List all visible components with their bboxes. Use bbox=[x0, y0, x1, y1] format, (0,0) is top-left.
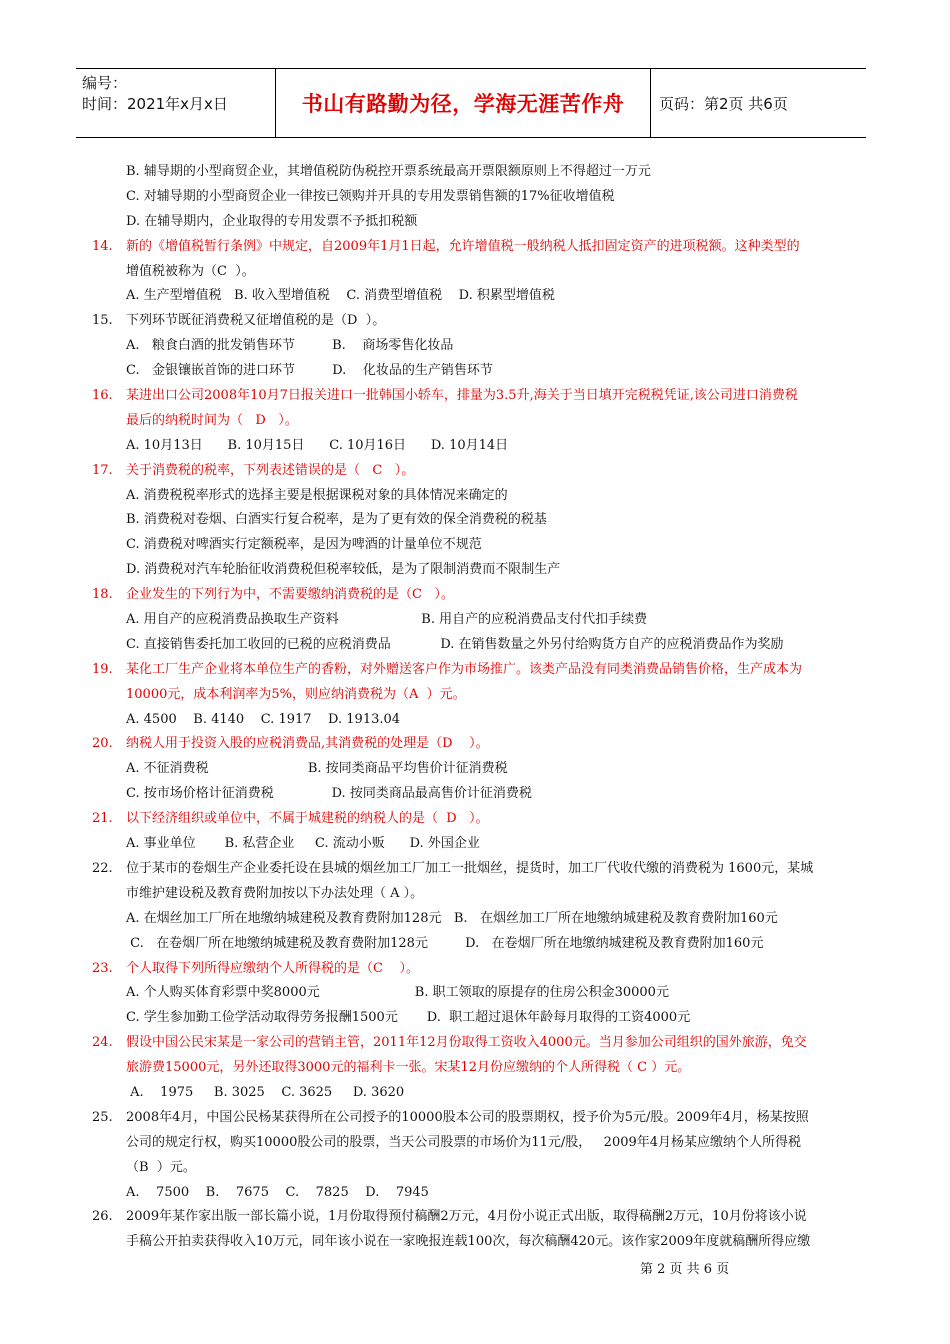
text-line bbox=[92, 732, 892, 757]
question-number: 25. bbox=[92, 1109, 113, 1125]
line-text: 某化工厂生产企业将本单位生产的香粉，对外赠送客户作为市场推广。该类产品没有同类消费品销售价格，生产成本为 bbox=[126, 661, 803, 677]
text-line bbox=[92, 309, 892, 334]
text-line bbox=[92, 359, 892, 384]
line-text: C. 金银镶嵌首饰的进口环节 D. 化妆品的生产销售环节 bbox=[126, 363, 493, 379]
line-text: A. 消费税税率形式的选择主要是根据课税对象的具体情况来确定的 bbox=[126, 487, 508, 503]
line-text: 2009年某作家出版一部长篇小说，1月份取得预付稿酬2万元，4月份小说正式出版，取得稿酬2万元，10月份将该小说 bbox=[126, 1209, 807, 1225]
text-line bbox=[92, 633, 892, 658]
line-text: 手稿公开拍卖获得收入10万元，同年该小说在一家晚报连载100次，每次稿酬420元。该作家2009年度就稿酬所得应缴 bbox=[126, 1234, 811, 1250]
line-text: 公司的规定行权，购买10000股公司的股票，当天公司股票的市场价为11元/股， 2009年4月杨某应缴纳个人所得税 bbox=[126, 1134, 802, 1150]
text-line bbox=[92, 508, 892, 533]
text-line bbox=[92, 757, 892, 782]
question-number: 23. bbox=[92, 960, 113, 976]
header-page-number: 页码：第2页 共6页 bbox=[659, 94, 788, 113]
text-line bbox=[92, 658, 892, 683]
text-line bbox=[92, 260, 892, 285]
text-line bbox=[92, 1081, 892, 1106]
text-line bbox=[92, 981, 892, 1006]
line-text: A. 事业单位 B. 私营企业 C. 流动小贩 D. 外国企业 bbox=[126, 836, 480, 852]
question-number: 26. bbox=[92, 1209, 113, 1225]
text-line bbox=[92, 857, 892, 882]
line-text: A. 1975 B. 3025 C. 3625 D. 3620 bbox=[126, 1084, 405, 1100]
question-number: 24. bbox=[92, 1035, 113, 1051]
question-number: 15. bbox=[92, 313, 113, 329]
line-text: A. 粮食白酒的批发销售环节 B. 商场零售化妆品 bbox=[126, 338, 454, 354]
line-text: 纳税人用于投资入股的应税消费品,其消费税的处理是（D ）。 bbox=[126, 736, 489, 752]
header-meta bbox=[76, 69, 276, 137]
text-line bbox=[92, 1156, 892, 1181]
page-footer: 第 2 页 共 6 页 bbox=[640, 1262, 730, 1277]
line-text: D. 消费税对汽车轮胎征收消费税但税率较低，是为了限制消费而不限制生产 bbox=[126, 562, 561, 578]
line-text: C. 直接销售委托加工收回的已税的应税消费品 D. 在销售数量之外另付给购货方自产的应税消费品作为奖励 bbox=[126, 636, 784, 652]
line-text: 下列环节既征消费税又征增值税的是（D ）。 bbox=[126, 313, 386, 329]
text-line bbox=[92, 235, 892, 260]
text-line bbox=[92, 459, 892, 484]
text-line bbox=[92, 932, 892, 957]
line-text: A. 7500 B. 7675 C. 7825 D. 7945 bbox=[126, 1184, 429, 1200]
text-line bbox=[92, 1031, 892, 1056]
line-text: 10000元，成本利润率为5%，则应纳消费税为（A ）元。 bbox=[126, 686, 466, 702]
line-text: （B ）元。 bbox=[126, 1159, 196, 1175]
line-text: 以下经济组织或单位中，不属于城建税的纳税人的是（ D ）。 bbox=[126, 811, 489, 827]
text-line bbox=[92, 1205, 892, 1230]
document-time-label: 时间：2021年x月x日 bbox=[82, 95, 228, 113]
line-text: A. 生产型增值税 B. 收入型增值税 C. 消费型增值税 D. 积累型增值税 bbox=[126, 288, 555, 304]
line-text: 2008年4月，中国公民杨某获得所在公司授予的10000股本公司的股票期权，授予价为5元/股。2009年4月，杨某按照 bbox=[126, 1109, 809, 1125]
text-line bbox=[92, 882, 892, 907]
text-line bbox=[92, 583, 892, 608]
line-text: C. 按市场价格计征消费税 D. 按同类商品最高售价计征消费税 bbox=[126, 786, 532, 802]
line-text: A. 在烟丝加工厂所在地缴纳城建税及教育费附加128元 B. 在烟丝加工厂所在地缴纳城建税及教育费附加160元 bbox=[126, 910, 778, 926]
line-text: 市维护建设税及教育费附加按以下办法处理（ A ）。 bbox=[126, 885, 424, 901]
text-line bbox=[92, 409, 892, 434]
text-line bbox=[92, 807, 892, 832]
line-text: 新的《增值税暂行条例》中规定，自2009年1月1日起，允许增值税一般纳税人抵扣固定资产的进项税额。这种类型的 bbox=[126, 238, 800, 254]
line-text: 旅游费15000元，另外还取得3000元的福利卡一张。宋某12月份应缴纳的个人所得税（ C ）元。 bbox=[126, 1060, 691, 1076]
header-motto: 书山有路勤为径，学海无涯苦作舟 bbox=[276, 69, 651, 137]
text-line bbox=[92, 533, 892, 558]
text-line bbox=[92, 1056, 892, 1081]
question-number: 19. bbox=[92, 661, 113, 677]
line-text: 关于消费税的税率，下列表述错误的是（ C ）。 bbox=[126, 462, 415, 478]
line-text: B. 消费税对卷烟、白酒实行复合税率，是为了更有效的保全消费税的税基 bbox=[126, 512, 547, 528]
question-number: 21. bbox=[92, 811, 113, 827]
document-header bbox=[76, 68, 866, 138]
line-text: A. 不征消费税 B. 按同类商品平均售价计征消费税 bbox=[126, 761, 508, 777]
line-text: 增值税被称为（C ）。 bbox=[126, 263, 255, 279]
text-line bbox=[92, 683, 892, 708]
text-line bbox=[92, 334, 892, 359]
text-line bbox=[92, 384, 892, 409]
question-number: 17. bbox=[92, 462, 113, 478]
text-line bbox=[92, 210, 892, 235]
line-text: A. 4500 B. 4140 C. 1917 D. 1913.04 bbox=[126, 711, 401, 727]
question-number: 18. bbox=[92, 587, 113, 603]
line-text: 某进出口公司2008年10月7日报关进口一批韩国小轿车，排量为3.5升,海关于当日填开完税税凭证,该公司进口消费税 bbox=[126, 388, 798, 404]
line-text: A. 用自产的应税消费品换取生产资料 B. 用自产的应税消费品支付代扣手续费 bbox=[126, 612, 648, 628]
text-line bbox=[92, 284, 892, 309]
line-text: C. 对辅导期的小型商贸企业一律按已领购并开具的专用发票销售额的17%征收增值税 bbox=[126, 188, 615, 204]
line-text: 个人取得下列所得应缴纳个人所得税的是（C ）。 bbox=[126, 960, 419, 976]
text-line bbox=[92, 484, 892, 509]
line-text: C. 学生参加勤工俭学活动取得劳务报酬1500元 D. 职工超过退休年龄每月取得的工资4000元 bbox=[126, 1010, 691, 1026]
question-list bbox=[92, 160, 892, 1255]
question-number: 22. bbox=[92, 860, 113, 876]
text-line bbox=[92, 608, 892, 633]
question-number: 14. bbox=[92, 238, 113, 254]
text-line bbox=[92, 558, 892, 583]
line-text: 最后的纳税时间为（ D ）。 bbox=[126, 412, 298, 428]
text-line bbox=[92, 1181, 892, 1206]
line-text: B. 辅导期的小型商贸企业，其增值税防伪税控开票系统最高开票限额原则上不得超过一万元 bbox=[126, 164, 651, 179]
line-text: A. 个人购买体育彩票中奖8000元 B. 职工领取的原提存的住房公积金30000元 bbox=[126, 985, 669, 1001]
text-line bbox=[92, 832, 892, 857]
question-number: 20. bbox=[92, 736, 113, 752]
line-text: 位于某市的卷烟生产企业委托设在县城的烟丝加工厂加工一批烟丝，提货时，加工厂代收代缴的消费税为 1600元，某城 bbox=[126, 860, 814, 876]
line-text: C. 消费税对啤酒实行定额税率，是因为啤酒的计量单位不规范 bbox=[126, 537, 482, 553]
question-number: 16. bbox=[92, 388, 113, 404]
text-line bbox=[92, 434, 892, 459]
text-line bbox=[92, 708, 892, 733]
line-text: 假设中国公民宋某是一家公司的营销主管，2011年12月份取得工资收入4000元。当月参加公司组织的国外旅游，免交 bbox=[126, 1035, 807, 1051]
text-line bbox=[92, 185, 892, 210]
text-line bbox=[92, 1106, 892, 1131]
document-number-label: 编号： bbox=[82, 74, 128, 92]
line-text: 企业发生的下列行为中，不需要缴纳消费税的是（C ）。 bbox=[126, 587, 454, 603]
line-text: A. 10月13日 B. 10月15日 C. 10月16日 D. 10月14日 bbox=[126, 437, 509, 453]
text-line bbox=[92, 907, 892, 932]
line-text: C. 在卷烟厂所在地缴纳城建税及教育费附加128元 D. 在卷烟厂所在地缴纳城建税及教育费附加160元 bbox=[126, 935, 764, 951]
line-text: D. 在辅导期内，企业取得的专用发票不予抵扣税额 bbox=[126, 213, 418, 229]
text-line bbox=[92, 782, 892, 807]
text-line bbox=[92, 957, 892, 982]
text-line bbox=[92, 1006, 892, 1031]
text-line bbox=[92, 1230, 892, 1255]
text-line bbox=[92, 160, 892, 185]
text-line bbox=[92, 1131, 892, 1156]
